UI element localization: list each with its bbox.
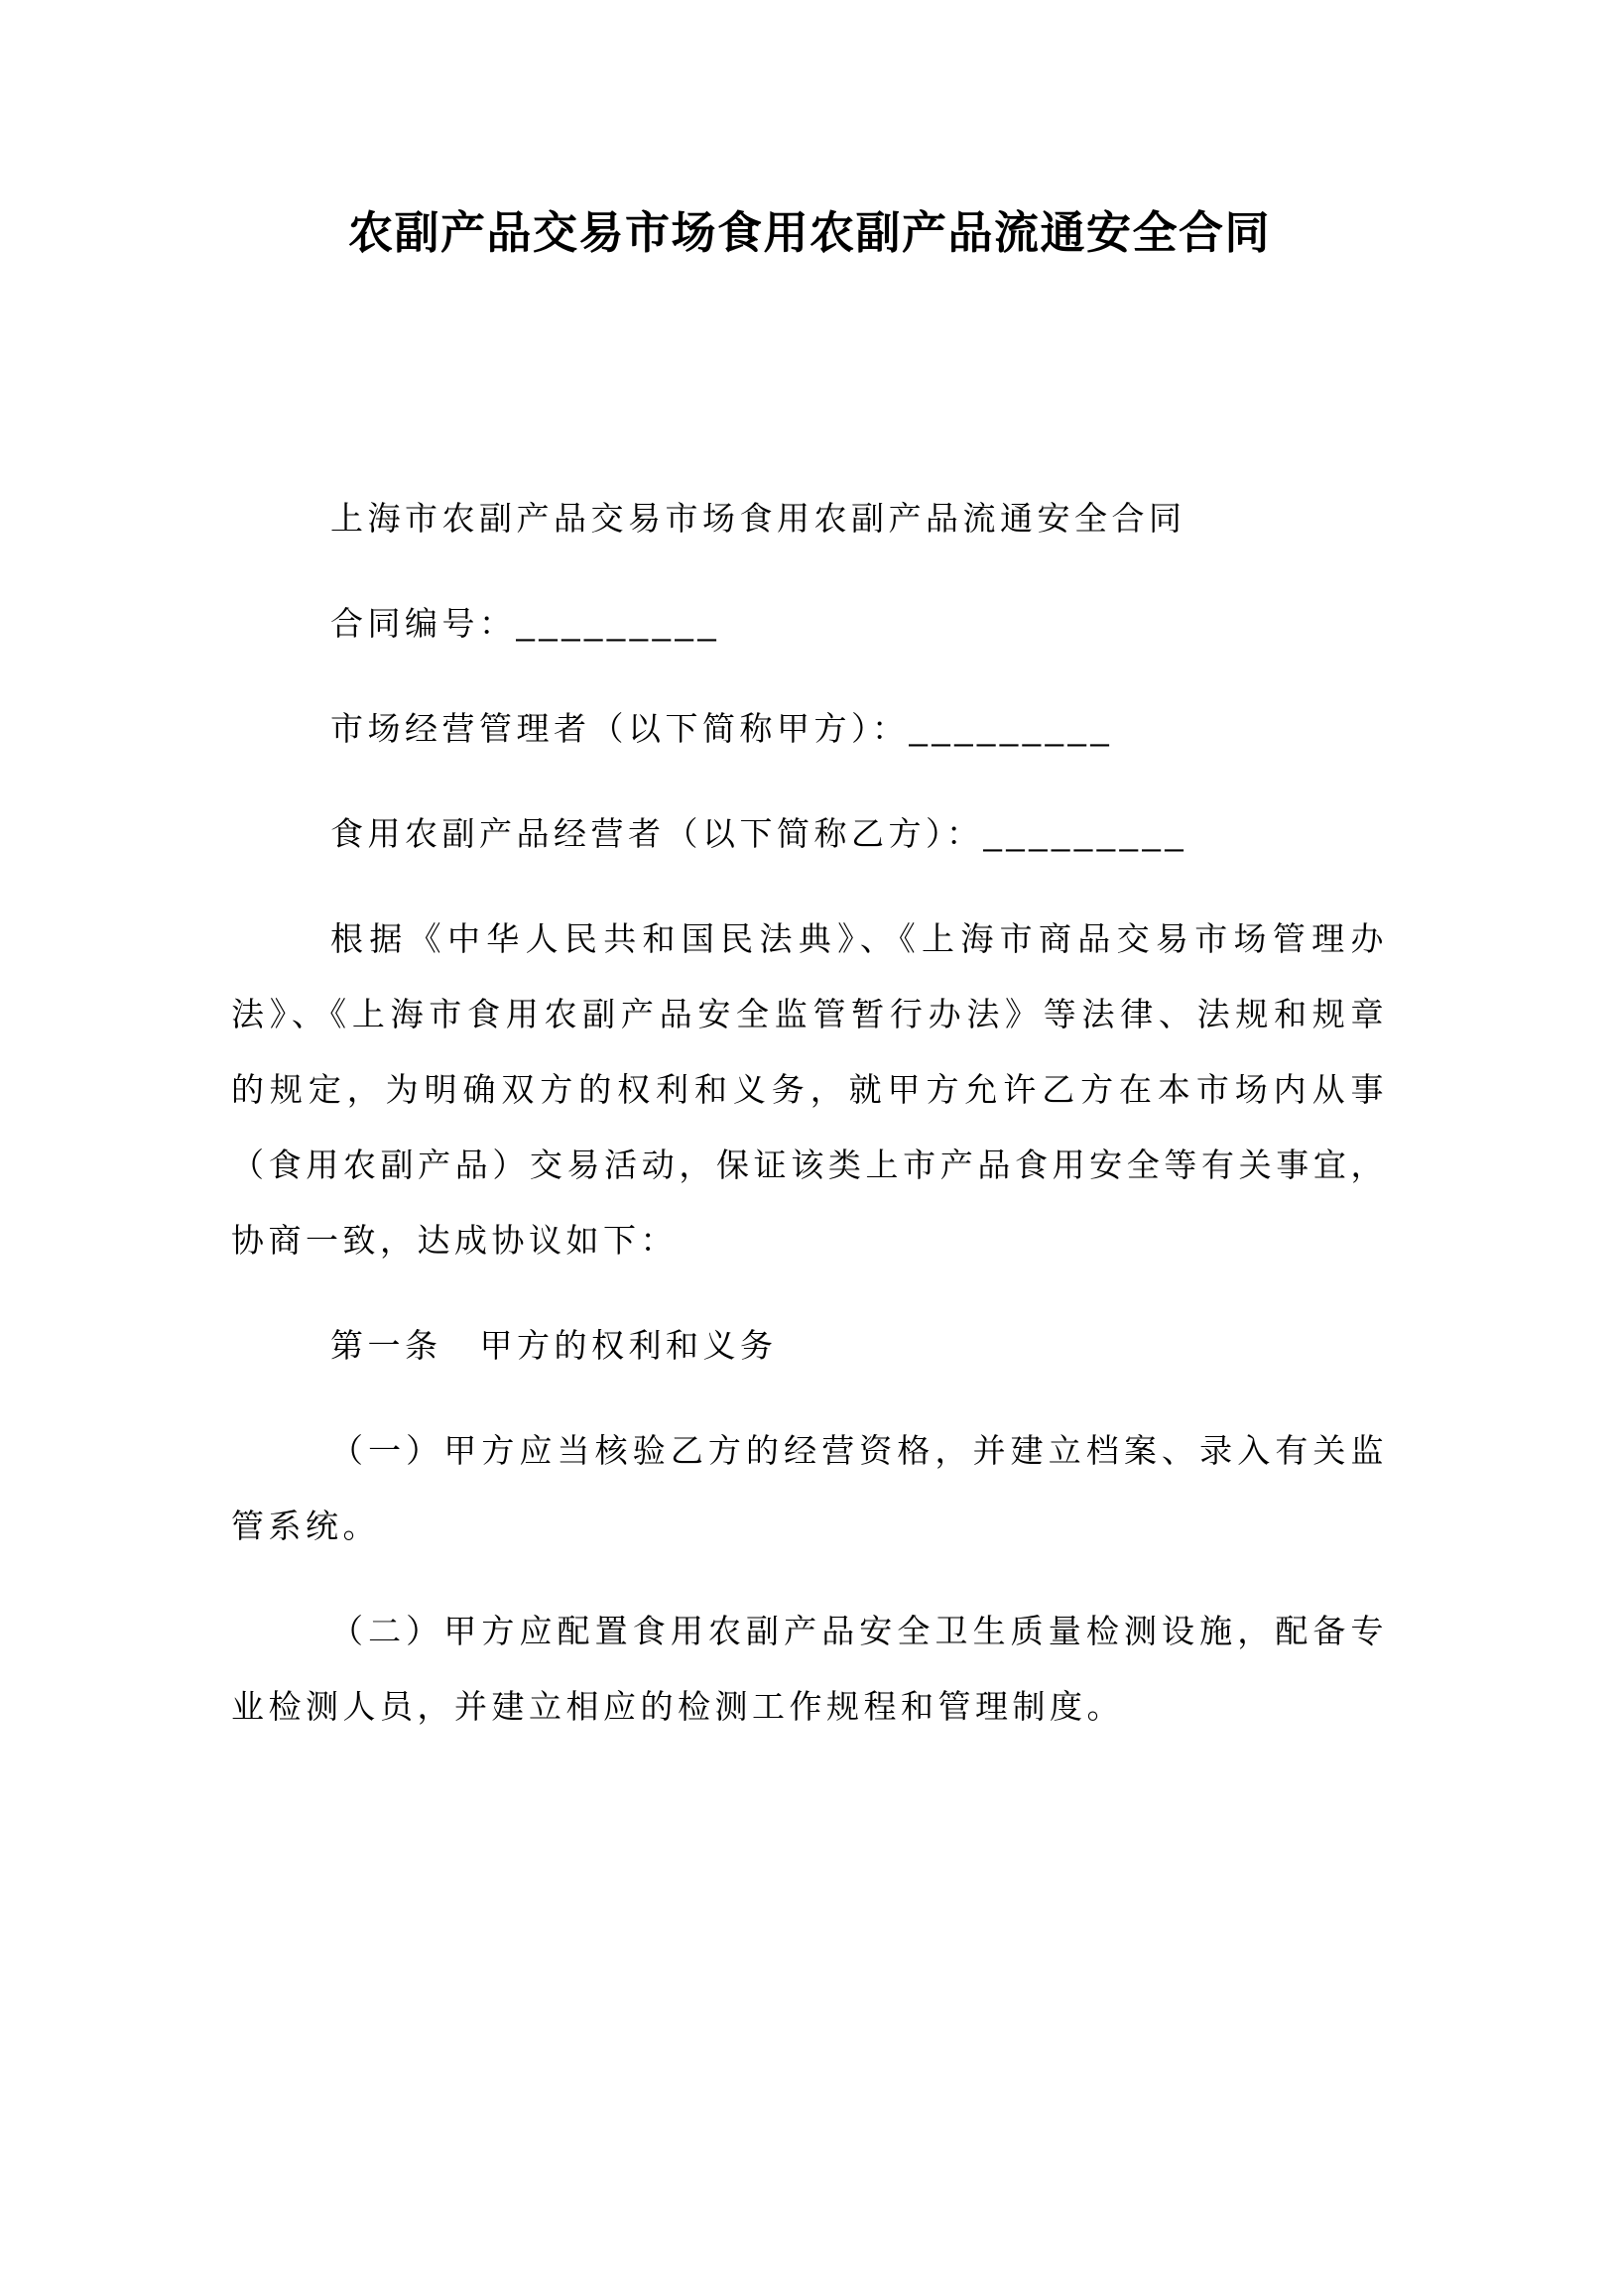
article-1-heading-line <box>231 1308 1388 1384</box>
contract-number-label: 合同编号： <box>330 605 517 642</box>
party-b-label: 食用农副产品经营者（以下简称乙方）： <box>330 815 984 852</box>
preamble-paragraph: 根据《中华人民共和国民法典》、《上海市商品交易市场管理办法》、《上海市食用农副产品安全监管暂行办法》等法律、法规和规章的规定，为明确双方的权利和义务，就甲方允许乙方在本市场内从事（食用农副产品）交易活动，保证该类上市产品食用安全等有关事宜，协商一致，达成协议如下： <box>231 920 1388 1259</box>
document-title: 农副产品交易市场食用农副产品流通安全合同 <box>347 207 1271 258</box>
contract-number-line <box>231 586 1388 662</box>
clause-1-paragraph: （一）甲方应当核验乙方的经营资格，并建立档案、录入有关监管系统。 <box>231 1432 1388 1544</box>
contract-document-page <box>0 201 1619 2296</box>
article-1-heading: 甲方的权利和义务 <box>479 1327 778 1364</box>
contract-subtitle: 上海市农副产品交易市场食用农副产品流通安全合同 <box>330 500 1186 537</box>
clause-2-paragraph: （二）甲方应配置食用农副产品安全卫生质量检测设施，配备专业检测人员，并建立相应的检测工作规程和管理制度。 <box>231 1613 1388 1725</box>
party-a-line <box>231 691 1388 767</box>
party-a-blank: _________ <box>909 710 1114 747</box>
party-b-blank: _________ <box>983 815 1188 852</box>
party-a-label: 市场经营管理者（以下简称甲方）： <box>330 710 910 747</box>
article-1-number: 第一条 <box>330 1327 442 1364</box>
contract-number-blank: _________ <box>516 605 721 642</box>
party-b-line <box>231 796 1388 872</box>
